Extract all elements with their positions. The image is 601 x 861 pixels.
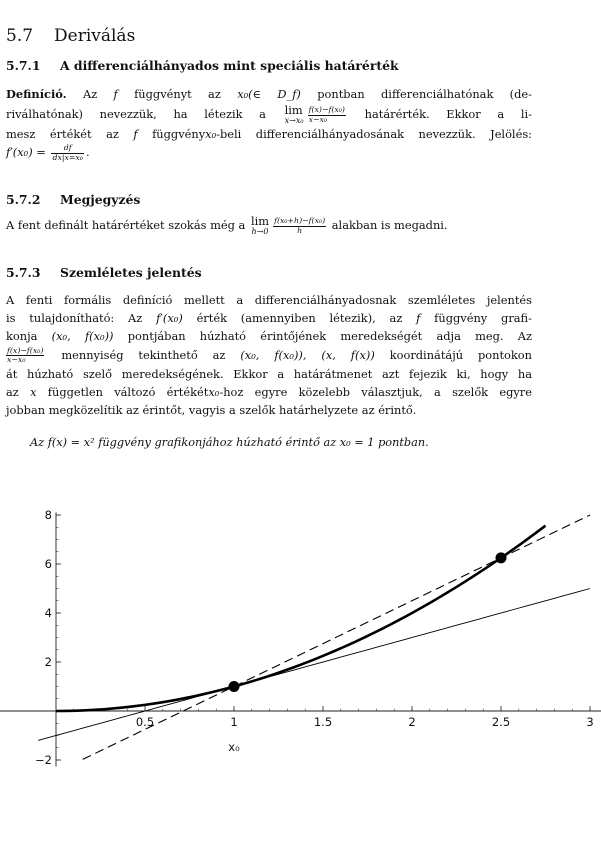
notation-den-text: dx bbox=[52, 152, 62, 162]
text: konja bbox=[6, 329, 38, 344]
text: érték (amennyiben létezik), az bbox=[196, 311, 403, 326]
text: mennyiség tekinthető az bbox=[61, 347, 226, 362]
y-tick-label: 4 bbox=[44, 606, 52, 620]
x-tick-label: 3 bbox=[586, 715, 594, 729]
fraction-denominator: x−x₀ bbox=[7, 355, 26, 365]
notation-numerator: df bbox=[51, 144, 83, 154]
text: függvényt az bbox=[134, 87, 221, 101]
subsection-number-2: 5.7.2 bbox=[6, 192, 41, 207]
y-tick-label: 8 bbox=[44, 508, 52, 522]
x-tick-label: 2 bbox=[408, 715, 416, 729]
x-tick-label: 2.5 bbox=[491, 715, 511, 729]
geo-line-5: át húzható szelő meredekségének. Ekkor a határátmenet azt fejezik ki, hogy ha bbox=[6, 366, 532, 381]
section-number: 5.7 bbox=[6, 26, 34, 46]
data-point bbox=[496, 552, 507, 563]
x0-label: x₀ bbox=[228, 740, 240, 754]
text: koordinátájú pontokon bbox=[389, 347, 532, 362]
y-tick-label: −2 bbox=[35, 753, 52, 767]
math: f bbox=[416, 311, 421, 326]
math: (x₀, f(x₀)) bbox=[51, 329, 114, 344]
lim-subscript: x→x₀ bbox=[284, 116, 304, 126]
x-tick-label: 1.5 bbox=[313, 715, 333, 729]
x-tick-label: 0.5 bbox=[135, 715, 155, 729]
data-point bbox=[229, 681, 240, 692]
subsection-title-1: A differenciálhányados mint speciális határérték bbox=[60, 58, 399, 73]
notation-lhs: f′(x₀) = bbox=[6, 145, 46, 160]
text: -beli differenciálhányadosának nevezzük. Jelölés: bbox=[216, 127, 532, 142]
text: pontban differenciálhatónak (de- bbox=[317, 87, 532, 101]
math-x0: x₀ bbox=[205, 127, 217, 142]
geo-line-1: A fenti formális definíció mellett a differenciálhányadosnak szemléletes jelentés bbox=[6, 293, 532, 307]
parabola-curve bbox=[56, 526, 546, 711]
x-tick-label: 1 bbox=[230, 715, 238, 729]
subsection-number-3: 5.7.3 bbox=[6, 265, 41, 280]
math: x₀ bbox=[208, 384, 220, 399]
subsection-title-3: Szemléletes jelentés bbox=[60, 265, 202, 280]
text: függvény grafi- bbox=[434, 311, 533, 326]
secant-line bbox=[83, 515, 590, 759]
fraction-numerator: f(x₀+h)−f(x₀) bbox=[274, 215, 326, 225]
text: mesz értékét az bbox=[6, 127, 119, 142]
fraction-denominator: x−x₀ bbox=[308, 114, 328, 124]
text: az bbox=[6, 384, 19, 399]
subsection-title-2: Megjegyzés bbox=[60, 192, 141, 207]
math-f: f bbox=[113, 87, 118, 101]
definition-lead: Definíció. bbox=[6, 87, 67, 101]
figure-caption: Az f(x) = x² függvény grafikonjához húzható érintő az x₀ = 1 pontban. bbox=[30, 436, 429, 449]
lim-subscript: h→0 bbox=[251, 227, 269, 236]
math-x0-in-df: x₀(∈ D_f) bbox=[237, 87, 301, 101]
definition-line-4: f′(x₀) = $\frac{df}{\text{dx|x=x₀}}$ . bbox=[6, 143, 90, 162]
text: függvény bbox=[152, 127, 206, 142]
lim-word: lim bbox=[284, 103, 303, 118]
text: határérték. Ekkor a li- bbox=[364, 107, 532, 122]
text: -hoz egyre közelebb választjuk, a szelők egyre bbox=[219, 384, 532, 399]
fraction-numerator: f(x)−f(x₀) bbox=[308, 105, 345, 115]
notation-subscript: |x=x₀ bbox=[61, 152, 83, 162]
text: független változó értékét bbox=[47, 384, 209, 399]
text: riválhatónak) nevezzük, ha létezik a bbox=[6, 107, 266, 122]
y-tick-label: 6 bbox=[44, 557, 52, 571]
tick-labels bbox=[35, 508, 594, 767]
text: is tulajdonítható: Az bbox=[6, 311, 143, 326]
fraction-denominator: h bbox=[297, 225, 303, 235]
section-title: Deriválás bbox=[54, 26, 136, 46]
fraction-numerator: f(x)−f(x₀) bbox=[7, 345, 44, 355]
y-tick-label: 2 bbox=[44, 655, 52, 669]
math-f: f bbox=[133, 127, 138, 142]
text: A fent definált határértéket szokás még a bbox=[6, 218, 246, 232]
geo-line-7: jobban megközelítik az érintőt, vagyis a szelők határhelyzete az érintő. bbox=[6, 403, 417, 418]
text: pontjában húzható érintőjének meredekségét adja meg. Az bbox=[127, 329, 533, 344]
math: x bbox=[30, 384, 37, 399]
text: alakban is megadni. bbox=[331, 218, 448, 232]
text: Az bbox=[82, 87, 98, 101]
math: f′(x₀) bbox=[156, 311, 183, 326]
lim-word: lim bbox=[250, 214, 270, 228]
subsection-number-1: 5.7.1 bbox=[6, 58, 41, 73]
math: (x₀, f(x₀)), (x, f(x)) bbox=[240, 347, 375, 362]
